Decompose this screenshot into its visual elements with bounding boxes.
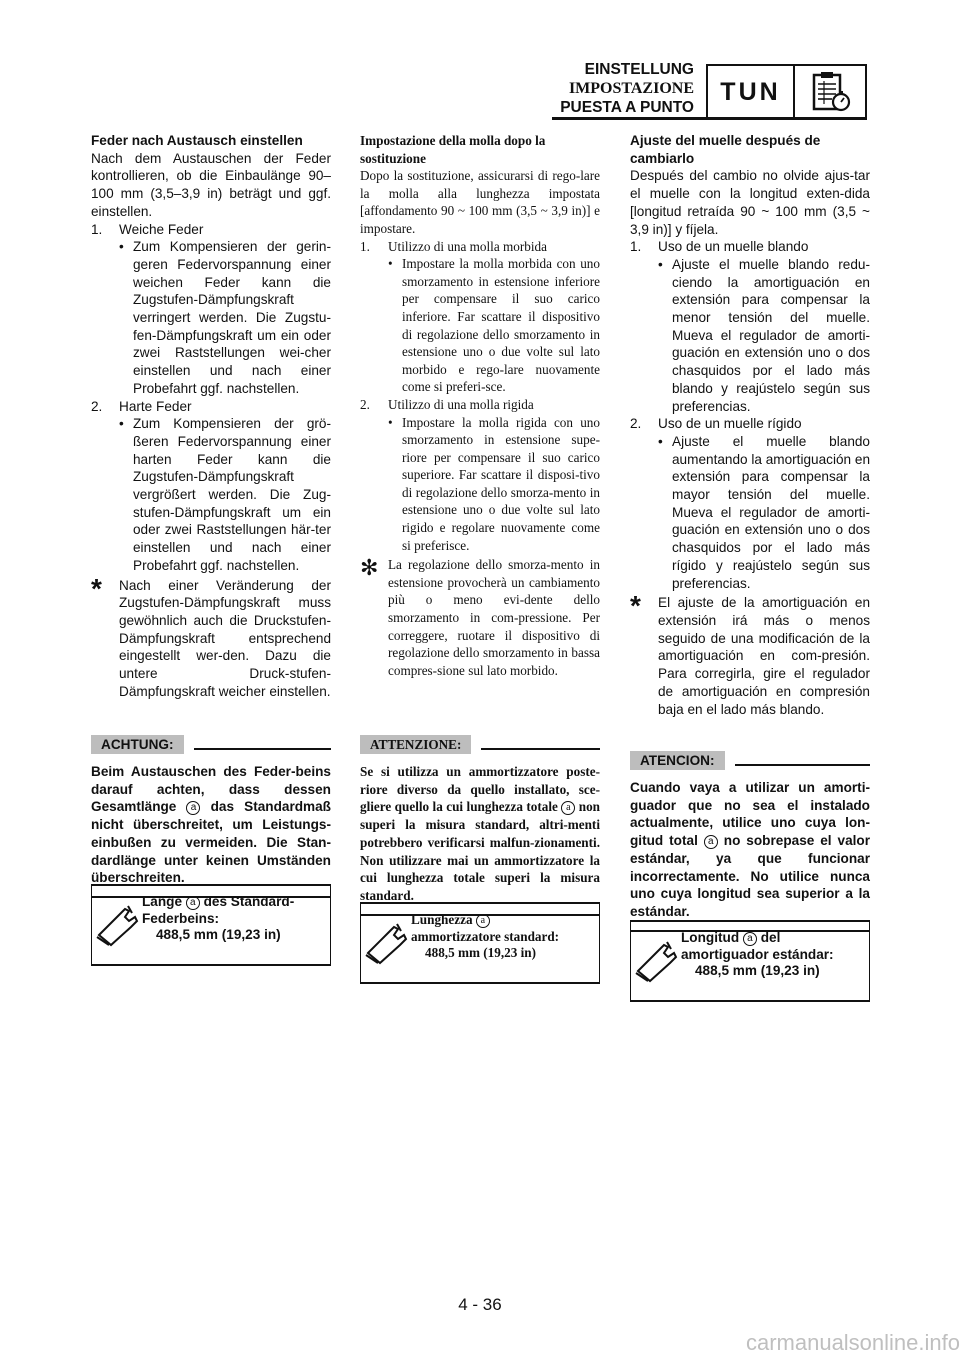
caution-it [360, 734, 600, 916]
callout-a-icon: a [476, 914, 490, 928]
bullet-text: Impostare la molla rigida con uno smorzamento in estensione supe-riore per compensare il suo carico superiore. Far scattare il disposi-tivo di regolazione dello smorza-mento in estensione uno o due volte sul lato rigido e regolare nuovamente come si preferisce. [402, 414, 600, 553]
clipboard-stopwatch-icon [795, 66, 865, 118]
watermark: carmanualsonline.info [745, 1330, 960, 1355]
list-item [91, 221, 331, 239]
list-item [630, 415, 870, 433]
note-it [360, 556, 600, 679]
spec-value: 488,5 mm (19,23 in) [156, 927, 281, 942]
bullet-icon: • [658, 433, 663, 449]
header-titles [560, 60, 694, 117]
heading-de: Feder nach Austausch einstellen [91, 133, 303, 148]
section-badge [706, 64, 867, 120]
spec-box-de [91, 884, 331, 966]
callout-a-icon: a [561, 801, 575, 815]
item-number: 1. [630, 239, 642, 255]
caution-es [630, 750, 870, 932]
section-code: TUN [708, 66, 795, 118]
callout-a-icon: a [743, 932, 757, 946]
bullet-text: Ajuste el muelle blando aumentando la amortiguación en extensión para compensar la mayor tensión del muelle. Mueva el regulador de amorti-guación en extensión uno o dos chasquidos por el lado más rígido y reajústelo según sus preferencias. [672, 433, 870, 591]
caution-rule [481, 748, 600, 750]
spec-value: 488,5 mm (19,23 in) [695, 963, 820, 978]
spec-box-es [630, 920, 870, 1002]
page-number: 4 - 36 [458, 1295, 502, 1314]
bullet-item [119, 238, 331, 397]
note-text: El ajuste de la amortiguación en extensión irá más o menos seguido de una modificación de la amortiguación en com-presión. Para corregirla, gire el regulador de amortiguación en compresión baja en el lado más blando. [658, 595, 870, 717]
bullet-icon: • [119, 239, 124, 255]
caution-rule [735, 764, 870, 766]
note-de [91, 572, 331, 701]
bullet-item [658, 256, 870, 415]
intro-es: Después del cambio no olvide ajus-tar el muelle con la longitud exten-dida [longitud retraída 90 ~ 100 mm (3,5 ~ 3,9 in)] y fíjela. [630, 168, 870, 237]
item-title: Utilizzo di una molla morbida [388, 238, 547, 254]
spec-label: Longitud a del amortiguador estándar: [681, 930, 834, 962]
item-number: 2. [91, 398, 103, 414]
note-es [630, 590, 870, 718]
bullet-item [388, 255, 600, 396]
caution-label: ACHTUNG: [91, 735, 184, 754]
bullet-icon: • [388, 414, 393, 430]
item-title: Uso de un muelle blando [658, 239, 809, 255]
caution-text: Cuando vaya a utilizar un amorti-guador que no sea el instalado actualmente, utilice uno cuya lon-gitud total a no sobrepase el valor estándar, ya que funcionar incorrectamente. No utilice nunca uno cuya longitud sea superior a la estándar. [630, 780, 871, 919]
callout-a-icon: a [186, 801, 200, 815]
note-text: Nach einer Veränderung der Zugstufen-Dämpfungskraft muss gewöhnlich auch die Druckstufen-Dämpfungskraft entsprechend eingestellt wer-den. Dazu die untere Druck-stufen-Dämpfungskraft weicher einstellen. [119, 577, 331, 699]
callout-a-icon: a [186, 896, 200, 910]
bullet-item [119, 415, 331, 574]
caution-rule [194, 748, 332, 750]
bullet-item [658, 433, 870, 592]
wrench-spec-icon [631, 922, 681, 1000]
bullet-icon: • [119, 416, 124, 432]
caution-label: ATTENZIONE: [360, 735, 471, 754]
spec-label: Länge a des Standard-Federbeins: [142, 894, 295, 926]
bullet-item [388, 414, 600, 555]
wrench-spec-icon [92, 886, 142, 964]
intro-de: Nach dem Austauschen der Feder kontrollieren, ob die Einbaulänge 90–100 mm (3,5–3,9 in) beträgt und ggf. einstellen. [91, 150, 331, 219]
bullet-icon: • [388, 256, 393, 272]
header-title-de: EINSTELLUNG [584, 61, 694, 78]
bullet-text: Impostare la molla morbida con uno smorzamento in estensione inferiore per compensare il suo carico inferiore. Far scattare il dispositivo di regolazione dello smorzamento in estensione uno o due volte sul lato morbido e rego-lare nuovamente come si preferi-sce. [402, 256, 600, 395]
asterisk-icon: * [630, 590, 641, 622]
bullet-text: Zum Kompensieren der grö-ßeren Federvorspannung einer harten Feder kann die Zugstufen-Dämpfungskraft vergrößert werden. Die Zug-stufen-Dämpfungskraft um ein oder zwei Raststellungen här-ter einstellen und nach einer Probefahrt ggf. nachstellen. [133, 416, 331, 573]
column-es [630, 132, 870, 718]
heading-it: Impostazione della molla dopo la sostituzione [360, 133, 546, 166]
spec-box-it [360, 902, 600, 984]
list-item [360, 396, 600, 414]
item-title: Harte Feder [119, 398, 192, 414]
list-item [91, 398, 331, 416]
column-it [360, 132, 600, 679]
item-title: Utilizzo di una molla rigida [388, 396, 534, 412]
asterisk-icon: ✻ [360, 555, 379, 581]
item-number: 1. [91, 221, 103, 237]
list-item [360, 238, 600, 256]
caution-text: Beim Austauschen des Feder-beins darauf achten, dass dessen Gesamtlänge a das Standardmaß nicht überschreitet, um Leistungs-einbußen zu vermeiden. Die Stan-dardlänge unter keinen Umständen überschreiten. [91, 764, 331, 886]
column-de [91, 132, 331, 701]
spec-label: Lunghezza a [411, 912, 599, 929]
spec-label-2: ammortizzatore standard: [411, 928, 560, 944]
bullet-icon: • [658, 256, 663, 272]
caution-text: Se si utilizza un ammortizzatore poste-riore diverso da quello installato, sce-gliere quello la cui lunghezza totale a non superi la misura standard, altri-menti potrebbero verificarsi malfun-zionamenti. Non utilizzare mai un ammortizzatore la cui lunghezza totale superi la misura standard. [360, 764, 601, 903]
item-number: 2. [360, 396, 370, 412]
caution-label: ATENCION: [630, 751, 725, 770]
bullet-text: Zum Kompensieren der gerin-geren Federvorspannung einer weichen Feder kann die Zugstufen-Dämpfungskraft verringert werden. Die Zugstu-fen-Dämpfungskraft um ein oder zwei Raststellungen wei-cher einstellen und nach einer Probefahrt ggf. nachstellen. [133, 239, 331, 396]
heading-es: Ajuste del muelle después de cambiarlo [630, 133, 821, 166]
item-title: Uso de un muelle rígido [658, 416, 802, 432]
spec-value: 488,5 mm (19,23 in) [425, 945, 536, 960]
item-number: 1. [360, 238, 370, 254]
list-item [630, 238, 870, 256]
header-title-es: PUESTA A PUNTO [560, 99, 694, 116]
note-text: La regolazione dello smorza-mento in estensione provocherà un cambiamento più o meno evi-dente dello smorzamento in com-pressione. Per correggere, ruotare il dispositivo di regolazione dello smorzamento in bassa compres-sione sul lato morbido. [388, 557, 600, 678]
wrench-spec-icon [361, 904, 411, 982]
bullet-text: Ajuste el muelle blando redu-ciendo la amortiguación en extensión para compensar la menor tensión del muelle. Mueva el regulador de amorti-guación en extensión uno o dos chasquidos por el lado más blando y reajústelo según sus preferencias. [672, 256, 870, 414]
callout-a-icon: a [704, 835, 718, 849]
intro-it: Dopo la sostituzione, assicurarsi di rego-lare la molla alla lunghezza impostata [affondamento 90 ~ 100 mm (3,5 ~ 3,9 in)] e impostare. [360, 168, 600, 236]
item-title: Weiche Feder [119, 221, 204, 237]
caution-de [91, 734, 331, 898]
item-number: 2. [630, 416, 642, 432]
header-title-it: IMPOSTAZIONE [568, 80, 694, 97]
asterisk-icon: * [91, 572, 102, 604]
